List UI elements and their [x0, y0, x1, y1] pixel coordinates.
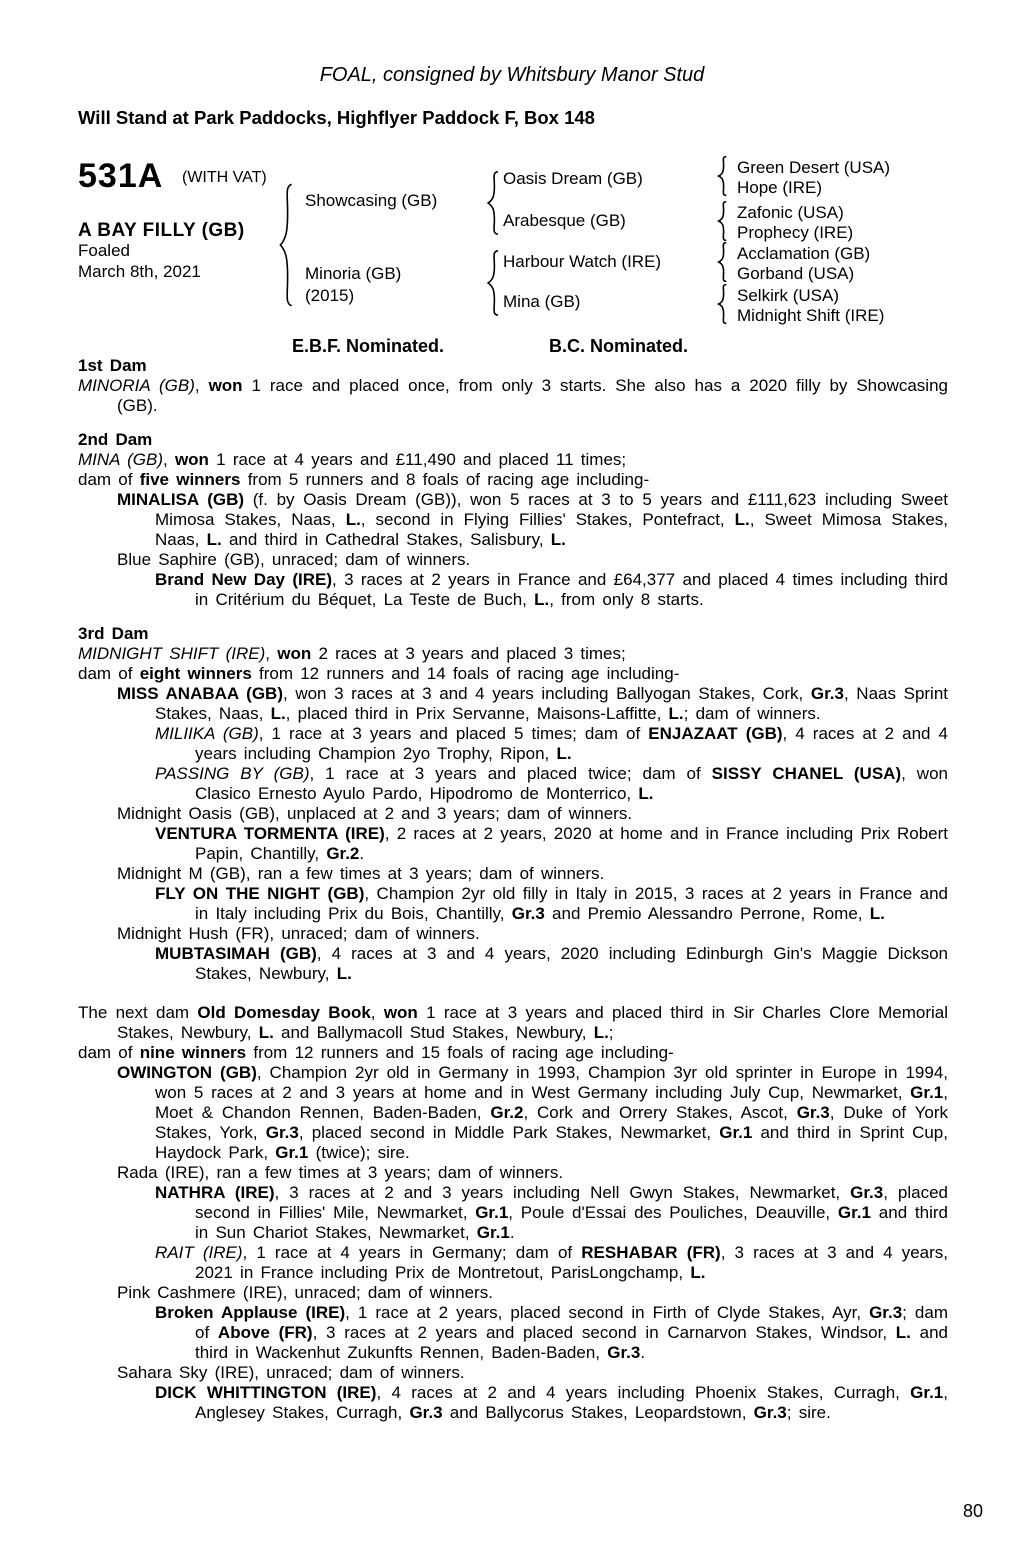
pedigree-paragraph: Midnight Oasis (GB), unplaced at 2 and 3 years; dam of winners. [117, 804, 633, 823]
foaled-date: March 8th, 2021 [78, 262, 201, 281]
pedigree-paragraph: VENTURA TORMENTA (IRE), 2 races at 2 years, 2020 at home and in France including Prix Robert Papin, Chantilly, Gr.2. [155, 824, 949, 863]
pedigree-paragraph: OWINGTON (GB), Champion 2yr old in Germany in 1993, Champion 3yr old sprinter in Europe in 1994, won 5 races at 2 and 3 years at home and in West Germany including July Cup, Newmarket, Gr.1, Moet & Chandon Rennen, Baden-Baden, Gr.2, Cork and Orrery Stakes, Ascot, Gr.3, Duke of York Stakes, York, Gr.3, placed second in Middle Park Stakes, Newmarket, Gr.1 and third in Sprint Cup, Haydock Park, Gr.1 (twice); sire. [117, 1063, 948, 1162]
pedigree-brace-sire-parents [486, 171, 500, 235]
page-number: 80 [962, 1501, 983, 1521]
pedigree-paragraph: NATHRA (IRE), 3 races at 2 and 3 years including Nell Gwyn Stakes, Newmarket, Gr.3, placed second in Fillies' Mile, Newmarket, Gr.1, Poule d'Essai des Pouliches, Deauville, Gr.1 and third in Sun Chariot Stakes, Newmarket, Gr.1. [155, 1183, 948, 1242]
pedigree-section-dam2 [78, 430, 948, 610]
consignment-title: FOAL, consigned by Whitsbury Manor Stud [319, 64, 705, 86]
pedigree-brace-gp2 [717, 201, 728, 241]
pedigree-paragraph: Midnight M (GB), ran a few times at 3 years; dam of winners. [117, 864, 605, 883]
pedigree-paragraph: FLY ON THE NIGHT (GB), Champion 2yr old filly in Italy in 2015, 3 races at 2 years in France and in Italy including Prix du Bois, Chantilly, Gr.3 and Premio Alessandro Perrone, Rome, L. [155, 884, 948, 923]
dam-year: (2015) [305, 286, 355, 305]
pedigree-section-dam1 [78, 356, 948, 416]
gp-sire-dam-sire: Zafonic (USA) [737, 203, 844, 222]
dam-heading: 1st Dam [78, 356, 147, 375]
pedigree-paragraph: Midnight Hush (FR), unraced; dam of winners. [117, 924, 480, 943]
pedigree-paragraph: MINA (GB), won 1 race at 4 years and £11,490 and placed 11 times; [78, 450, 627, 469]
pedigree-paragraph: Brand New Day (IRE), 3 races at 2 years in France and £64,377 and placed 4 times including third in Critérium du Béquet, La Teste de Buch, L., from only 8 starts. [155, 570, 948, 609]
gp-dam-sire-dam: Gorband (USA) [737, 264, 855, 283]
gp-sire-dam-dam: Prophecy (IRE) [737, 223, 854, 242]
foaled-label: Foaled [78, 241, 130, 260]
pedigree-paragraph: PASSING BY (GB), 1 race at 3 years and placed twice; dam of SISSY CHANEL (USA), won Clasico Ernesto Ayulo Pardo, Hipodromo de Monterrico, L. [155, 764, 948, 803]
sire-name: Showcasing (GB) [305, 191, 438, 210]
pedigree-paragraph: MISS ANABAA (GB), won 3 races at 3 and 4 years including Ballyogan Stakes, Cork, Gr.3, Naas Sprint Stakes, Naas, L., placed third in Prix Servanne, Maisons-Laffitte, L.; dam of winners. [117, 684, 949, 723]
sire-sire-name: Oasis Dream (GB) [503, 169, 643, 188]
pedigree-section-dam3 [78, 624, 948, 984]
pedigree-paragraph: MIDNIGHT SHIFT (IRE), won 2 races at 3 years and placed 3 times; [78, 644, 626, 663]
pedigree-brace-generation1 [278, 183, 294, 307]
ebf-nomination: E.B.F. Nominated. [292, 336, 445, 356]
bc-nomination: B.C. Nominated. [549, 336, 689, 356]
stand-location: Will Stand at Park Paddocks, Highflyer Paddock F, Box 148 [78, 107, 595, 128]
dam-heading: 2nd Dam [78, 430, 153, 449]
lot-vat-note: (WITH VAT) [182, 169, 267, 186]
gp-sire-sire-sire: Green Desert (USA) [737, 158, 891, 177]
pedigree-brace-dam-parents [486, 250, 500, 316]
pedigree-brace-gp1 [717, 156, 728, 196]
dam-heading: 3rd Dam [78, 624, 149, 643]
pedigree-paragraph: MILIIKA (GB), 1 race at 3 years and placed 5 times; dam of ENJAZAAT (GB), 4 races at 2 and 4 years including Champion 2yo Trophy, Ripon, L. [155, 724, 948, 763]
dam-name: Minoria (GB) [305, 264, 402, 283]
pedigree-paragraph: dam of nine winners from 12 runners and 15 foals of racing age including- [78, 1043, 674, 1062]
catalogue-body [78, 356, 948, 1423]
gp-dam-dam-sire: Selkirk (USA) [737, 286, 840, 305]
dam-sire-name: Harbour Watch (IRE) [503, 252, 662, 271]
pedigree-brace-gp3 [717, 242, 728, 282]
lot-number: 531A [78, 157, 164, 195]
pedigree-paragraph: Sahara Sky (IRE), unraced; dam of winners. [117, 1363, 465, 1382]
pedigree-paragraph: MINALISA (GB) (f. by Oasis Dream (GB)), won 5 races at 3 to 5 years and £111,623 including Sweet Mimosa Stakes, Naas, L., second in Flying Fillies' Stakes, Pontefract, L., Sweet Mimosa Stakes, Naas, L. and third in Cathedral Stakes, Salisbury, L. [117, 490, 949, 549]
pedigree-paragraph: dam of eight winners from 12 runners and 14 foals of racing age including- [78, 664, 680, 683]
pedigree-paragraph: DICK WHITTINGTON (IRE), 4 races at 2 and 4 years including Phoenix Stakes, Curragh, Gr.1, Anglesey Stakes, Curragh, Gr.3 and Ballycorus Stakes, Leopardstown, Gr.3; sire. [155, 1383, 948, 1422]
pedigree-paragraph: dam of five winners from 5 runners and 8 foals of racing age including- [78, 470, 650, 489]
pedigree-paragraph: MINORIA (GB), won 1 race and placed once, from only 3 starts. She also has a 2020 filly by Showcasing (GB). [78, 376, 948, 415]
pedigree-section-next-dam [78, 1003, 948, 1423]
pedigree-brace-gp4 [717, 284, 728, 324]
pedigree-paragraph: Rada (IRE), ran a few times at 3 years; dam of winners. [117, 1163, 564, 1182]
gp-dam-sire-sire: Acclamation (GB) [737, 244, 871, 263]
pedigree-paragraph: The next dam Old Domesday Book, won 1 race at 3 years and placed third in Sir Charles Clore Memorial Stakes, Newbury, L. and Ballymacoll Stud Stakes, Newbury, L.; [78, 1003, 949, 1042]
lot-description: A BAY FILLY (GB) [78, 220, 245, 241]
pedigree-paragraph: MUBTASIMAH (GB), 4 races at 3 and 4 years, 2020 including Edinburgh Gin's Maggie Dickson Stakes, Newbury, L. [155, 944, 948, 983]
pedigree-paragraph: Blue Saphire (GB), unraced; dam of winners. [117, 550, 471, 569]
sire-dam-name: Arabesque (GB) [503, 211, 626, 230]
pedigree-paragraph: Pink Cashmere (IRE), unraced; dam of winners. [117, 1283, 493, 1302]
gp-dam-dam-dam: Midnight Shift (IRE) [737, 306, 885, 325]
dam-dam-name: Mina (GB) [503, 292, 581, 311]
pedigree-paragraph: Broken Applause (IRE), 1 race at 2 years, placed second in Firth of Clyde Stakes, Ayr, Gr.3; dam of Above (FR), 3 races at 2 years and placed second in Carnarvon Stakes, Windsor, L. and third in Wackenhut Zukunfts Rennen, Baden-Baden, Gr.3. [155, 1303, 948, 1362]
gp-sire-sire-dam: Hope (IRE) [737, 178, 823, 197]
pedigree-paragraph: RAIT (IRE), 1 race at 4 years in Germany; dam of RESHABAR (FR), 3 races at 3 and 4 years, 2021 in France including Prix de Montretout, ParisLongchamp, L. [155, 1243, 949, 1282]
